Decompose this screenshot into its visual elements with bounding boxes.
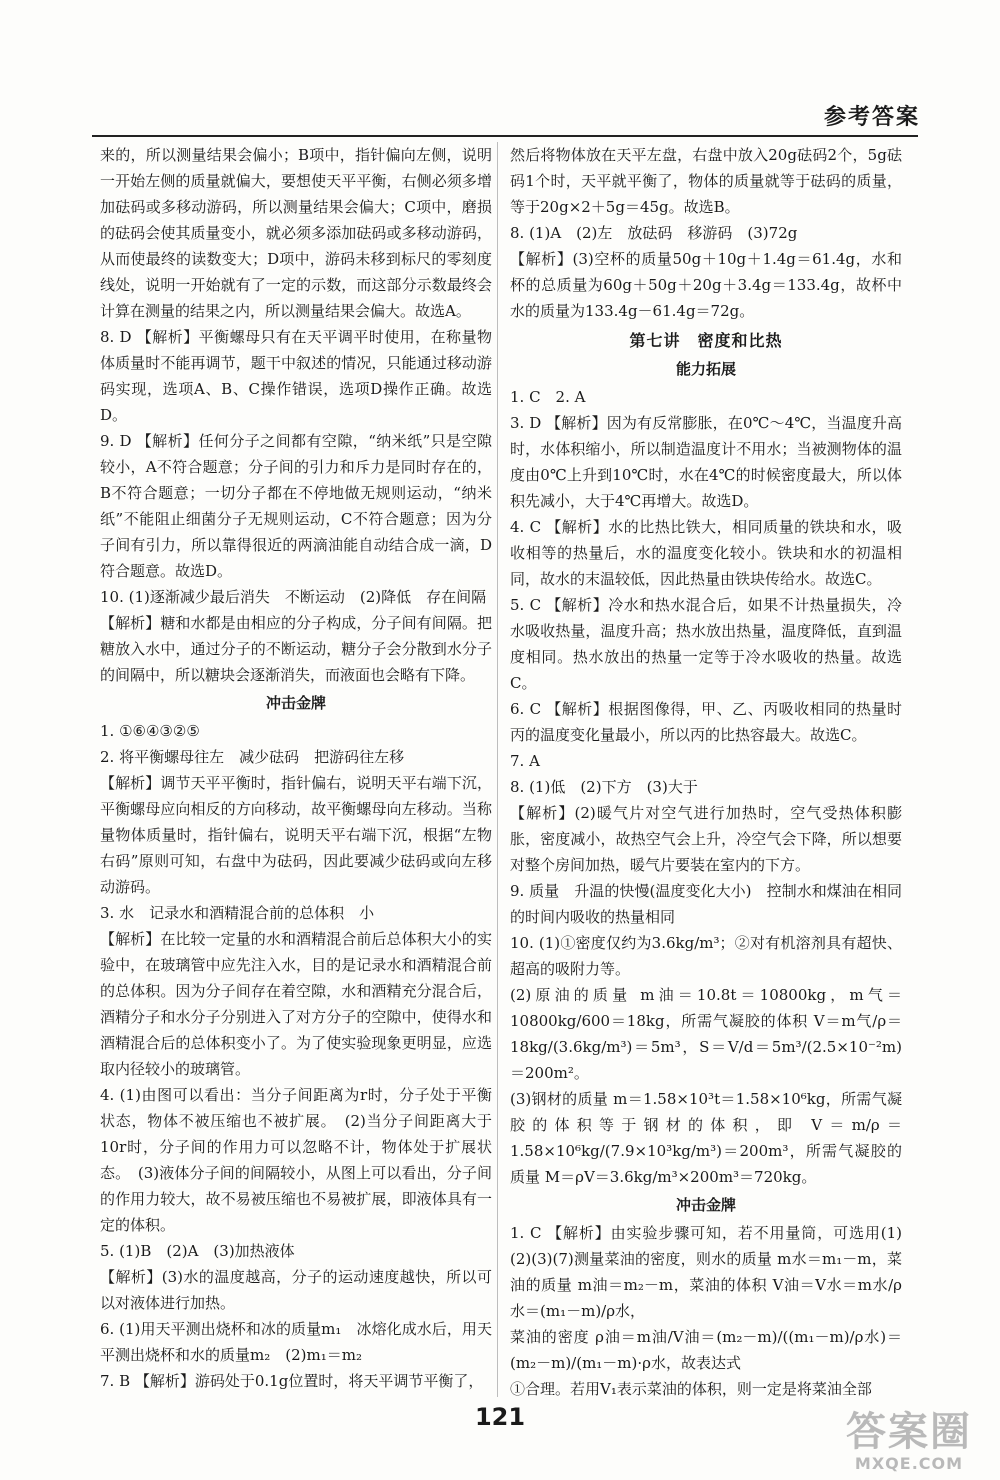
answer-paragraph: 4. (1)由图可以看出：当分子间距离为r时，分子处于平衡状态，物体不被压缩也不被扩展。 (2)当分子间距离大于10r时，分子间的作用力可以忽略不计，物体处于扩展状态。 (3)液体分子间的间隔较小，从图上可以看出，分子间的作用力较大，故不易被压缩也不易被扩展，即液体具有一定的体积。 xyxy=(100,1086,492,1234)
answer-paragraph: 9. 质量 升温的快慢(温度变化大小) 控制水和煤油在相同的时间内吸收的热量相同 xyxy=(510,882,902,926)
answer-paragraph: 【解析】调节天平平衡时，指针偏右，说明天平右端下沉，平衡螺母应向相反的方向移动，故平衡螺母向左移动。当称量物体质量时，指针偏右，说明天平右端下沉，根据“左物右码”原则可知，右盘中为砝码，因此要减少砝码或向左移动游码。 xyxy=(100,774,492,896)
answer-paragraph: 3. 水 记录水和酒精混合前的总体积 小 xyxy=(100,904,375,922)
chapter-heading: 第七讲 密度和比热 xyxy=(629,331,783,350)
watermark-logo: 答案圈 xyxy=(846,1409,972,1455)
answer-paragraph: 1. ①⑥④③②⑤ xyxy=(100,722,200,740)
answer-paragraph: 【解析】在比较一定量的水和酒精混合前后总体积大小的实验中，在玻璃管中应先注入水，目的是记录水和酒精混合前的总体积。因为分子间存在着空隙，水和酒精充分混合后，酒精分子和水分子分别进入了对方分子的空隙中，使得水和酒精混合后的总体积变小了。为了使实验现象更明显，应选取内径较小的玻璃管。 xyxy=(100,930,492,1078)
answer-paragraph: 【解析】(3)空杯的质量50g＋10g＋1.4g＝61.4g，水和杯的总质量为60g＋50g＋20g＋3.4g＝133.4g，故杯中水的质量为133.4g－61.4g＝72g。 xyxy=(510,250,902,320)
answer-paragraph: 5. (1)B (2)A (3)加热液体 xyxy=(100,1242,295,1260)
answer-paragraph: 10. (1)逐渐减少最后消失 不断运动 (2)降低 存在间隔 xyxy=(100,588,487,606)
answer-paragraph: 8. (1)低 (2)下方 (3)大于 xyxy=(510,778,698,796)
answer-paragraph: 2. 将平衡螺母往左 减少砝码 把游码往左移 xyxy=(100,748,405,766)
answer-paragraph: 7. B 【解析】游码处于0.1g位置时，将天平调节平衡了， xyxy=(100,1372,484,1390)
section-heading: 冲击金牌 xyxy=(265,694,326,712)
header-rule xyxy=(92,135,918,137)
left-column xyxy=(100,142,492,1394)
answer-paragraph: 7. A xyxy=(510,752,540,770)
watermark-url: MXQE.COM xyxy=(854,1454,964,1473)
answer-paragraph: 4. C 【解析】水的比热比铁大，相同质量的铁块和水，吸收相等的热量后，水的温度变化较小。铁块和水的初温相同，故水的末温较低，因此热量由铁块传给水。故选C。 xyxy=(510,518,902,588)
answer-paragraph: 10. (1)①密度仅约为3.6kg/m³；②对有机溶剂具有超快、超高的吸附力等。 xyxy=(510,934,902,978)
page-number: 121 xyxy=(474,1403,526,1431)
right-column xyxy=(510,142,902,1402)
answer-paragraph: 6. (1)用天平测出烧杯和冰的质量m₁ 冰熔化成水后，用天平测出烧杯和水的质量m₂ (2)m₁＝m₂ xyxy=(100,1320,492,1364)
answer-paragraph: 菜油的密度 ρ油＝m油/V油＝(m₂－m)/((m₁－m)/ρ水)＝(m₂－m)/(m₁－m)·ρ水，故表达式 xyxy=(510,1328,902,1372)
answer-paragraph: 8. D 【解析】平衡螺母只有在天平调平时使用，在称量物体质量时不能再调节，题干中叙述的情况，只能通过移动游码实现，选项A、B、C操作错误，选项D操作正确。故选D。 xyxy=(100,328,492,424)
answer-paragraph: 8. (1)A (2)左 放砝码 移游码 (3)72g xyxy=(510,224,798,242)
answer-paragraph: 【解析】(2)暖气片对空气进行加热时，空气受热体积膨胀，密度减小，故热空气会上升，冷空气会下降，所以想要对整个房间加热，暖气片要装在室内的下方。 xyxy=(510,804,902,874)
watermark xyxy=(846,1410,972,1473)
answer-paragraph: 5. C 【解析】冷水和热水混合后，如果不计热量损失，冷水吸收热量，温度升高；热水放出热量，温度降低，直到温度相同。热水放出的热量一定等于冷水吸收的热量。故选C。 xyxy=(510,596,902,692)
answer-paragraph: 来的，所以测量结果会偏小；B项中，指针偏向左侧，说明一开始左侧的质量就偏大，要想使天平平衡，右侧必须多增加砝码或多移动游码，所以测量结果会偏大；C项中，磨损的砝码会使其质量变小，就必须多添加砝码或多移动游码，从而使最终的读数变大；D项中，游码未移到标尺的零刻度线处，说明一开始就有了一定的示数，而这部分示数最终会计算在测量的结果之内，所以测量结果会偏大。故选A。 xyxy=(100,146,492,320)
answer-paragraph: 【解析】糖和水都是由相应的分子构成，分子间有间隔。把糖放入水中，通过分子的不断运动，糖分子会分散到水分子的间隔中，所以糖块会逐渐消失，而液面也会略有下降。 xyxy=(100,614,492,684)
column-divider xyxy=(497,142,498,1397)
answer-paragraph: 6. C 【解析】根据图像得，甲、乙、丙吸收相同的热量时丙的温度变化量最小，所以丙的比热容最大。故选C。 xyxy=(510,700,902,744)
header-title: 参考答案 xyxy=(823,105,920,130)
answer-paragraph: ①合理。若用V₁表示菜油的体积，则一定是将菜油全部 xyxy=(510,1380,872,1398)
answer-paragraph: 然后将物体放在天平左盘，右盘中放入20g砝码2个，5g砝码1个时，天平就平衡了，物体的质量就等于砝码的质量，等于20g×2＋5g＝45g。故选B。 xyxy=(510,146,902,216)
section-heading: 冲击金牌 xyxy=(675,1196,736,1214)
answer-paragraph: (2)原油的质量 m油＝10.8t＝10800kg，m气＝10800kg/600＝18kg，所需气凝胶的体积 V＝m气/ρ＝18kg/(3.6kg/m³)＝5m³，S＝V/d＝5m³/(2.5×10⁻²m)＝200m²。 xyxy=(510,986,902,1082)
section-heading: 能力拓展 xyxy=(675,360,736,378)
answer-paragraph: 9. D 【解析】任何分子之间都有空隙，“纳米纸”只是空隙较小，A不符合题意；分子间的引力和斥力是同时存在的，B不符合题意；一切分子都在不停地做无规则运动，“纳米纸”不能阻止细菌分子无规则运动，C不符合题意；因为分子间有引力，所以靠得很近的两滴油能自动结合成一滴，D符合题意。故选D。 xyxy=(100,432,492,580)
answer-paragraph: 1. C 【解析】由实验步骤可知，若不用量筒，可选用(1)(2)(3)(7)测量菜油的密度，则水的质量 m水＝m₁－m，菜油的质量 m油＝m₂－m，菜油的体积 V油＝V水＝m水/ρ水＝(m₁－m)/ρ水， xyxy=(510,1224,902,1320)
answer-paragraph: 【解析】(3)水的温度越高，分子的运动速度越快，所以可以对液体进行加热。 xyxy=(100,1268,492,1312)
answer-paragraph: (3)钢材的质量 m＝1.58×10³t＝1.58×10⁶kg，所需气凝胶的体积等于钢材的体积，即 V＝m/ρ＝1.58×10⁶kg/(7.9×10³kg/m³)＝200m³，所需气凝胶的质量 M＝ρV＝3.6kg/m³×200m³＝720kg。 xyxy=(510,1090,902,1186)
answer-paragraph: 3. D 【解析】因为有反常膨胀，在0℃～4℃，当温度升高时，水体积缩小，所以制造温度计不用水；当被测物体的温度由0℃上升到10℃时，水在4℃的时候密度最大，所以体积先减小，大于4℃再增大。故选D。 xyxy=(510,414,902,510)
answer-paragraph: 1. C 2. A xyxy=(510,388,586,406)
